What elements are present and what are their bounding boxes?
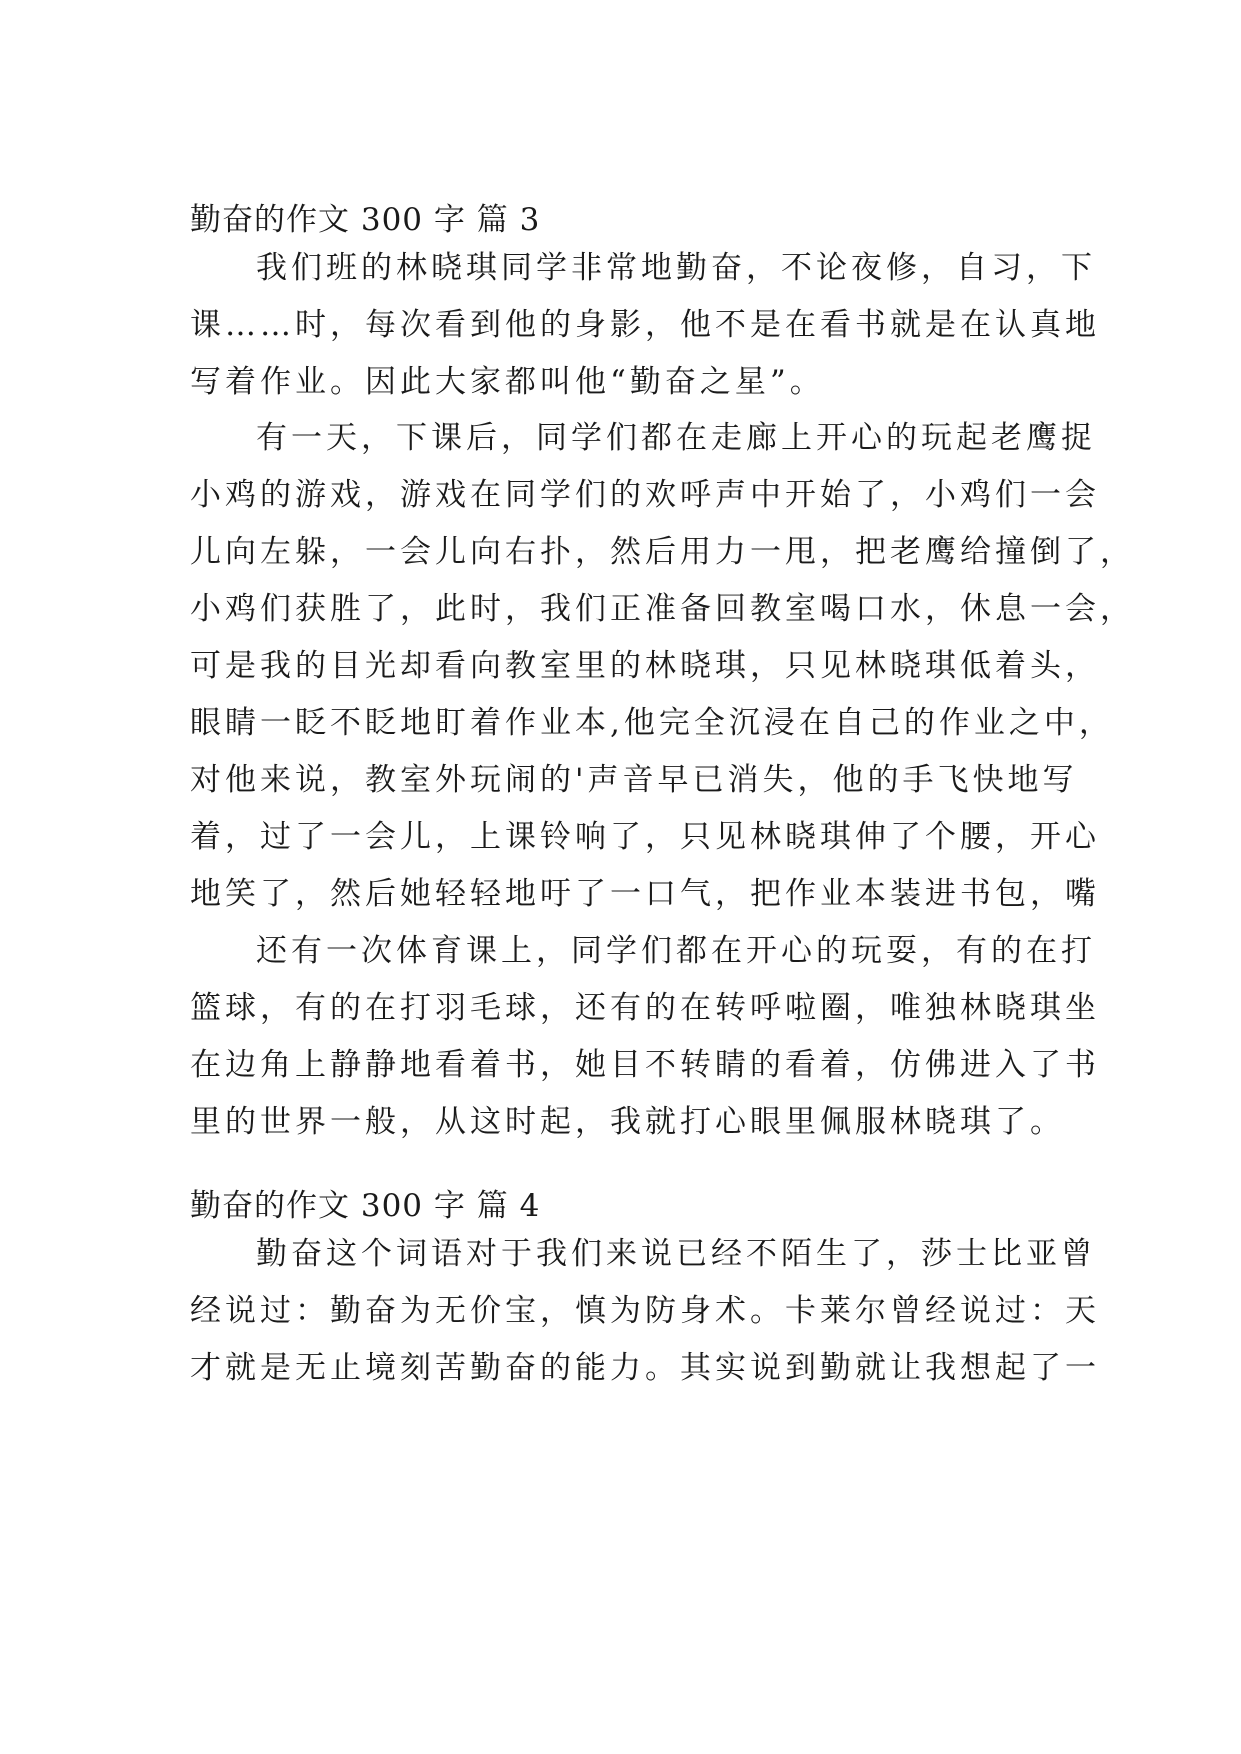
paragraph-line: 对他来说，教室外玩闹的'声音早已消失，他的手飞快地写 bbox=[190, 762, 1078, 798]
paragraph-line: 儿向左躲，一会儿向右扑，然后用力一甩，把老鹰给撞倒了， bbox=[190, 534, 1135, 570]
paragraph-line: 经说过：勤奋为无价宝，慎为防身术。卡莱尔曾经说过：天 bbox=[190, 1293, 1100, 1329]
paragraph-line: 还有一次体育课上，同学们都在开心的玩耍，有的在打 bbox=[256, 933, 1096, 969]
paragraph-line: 小鸡们获胜了，此时，我们正准备回教室喝口水，休息一会， bbox=[190, 591, 1135, 627]
paragraph-line: 有一天，下课后，同学们都在走廊上开心的玩起老鹰捉 bbox=[256, 420, 1096, 456]
paragraph-line: 眼睛一眨不眨地盯着作业本,他完全沉浸在自己的作业之中， bbox=[190, 705, 1114, 741]
paragraph-line: 写着作业。因此大家都叫他“勤奋之星”。 bbox=[190, 364, 825, 400]
paragraph-line: 课……时，每次看到他的身影，他不是在看书就是在认真地 bbox=[190, 307, 1100, 343]
paragraph-line: 小鸡的游戏，游戏在同学们的欢呼声中开始了，小鸡们一会 bbox=[190, 477, 1100, 513]
section-4-title: 勤奋的作文 300 字 篇 4 bbox=[190, 1188, 541, 1224]
paragraph-line: 里的世界一般，从这时起，我就打心眼里佩服林晓琪了。 bbox=[190, 1104, 1065, 1140]
paragraph-line: 篮球，有的在打羽毛球，还有的在转呼啦圈，唯独林晓琪坐 bbox=[190, 990, 1100, 1026]
paragraph-line: 地笑了，然后她轻轻地吁了一口气，把作业本装进书包，嘴 bbox=[190, 876, 1100, 912]
paragraph-line: 可是我的目光却看向教室里的林晓琪，只见林晓琪低着头， bbox=[190, 648, 1100, 684]
section-3-title: 勤奋的作文 300 字 篇 3 bbox=[190, 202, 541, 238]
paragraph-line: 我们班的林晓琪同学非常地勤奋，不论夜修，自习，下 bbox=[256, 250, 1096, 286]
paragraph-line: 着，过了一会儿，上课铃响了，只见林晓琪伸了个腰，开心 bbox=[190, 819, 1100, 855]
paragraph-line: 才就是无止境刻苦勤奋的能力。其实说到勤就让我想起了一 bbox=[190, 1350, 1100, 1386]
paragraph-line: 在边角上静静地看着书，她目不转睛的看着，仿佛进入了书 bbox=[190, 1047, 1100, 1083]
paragraph-line: 勤奋这个词语对于我们来说已经不陌生了，莎士比亚曾 bbox=[256, 1236, 1096, 1272]
